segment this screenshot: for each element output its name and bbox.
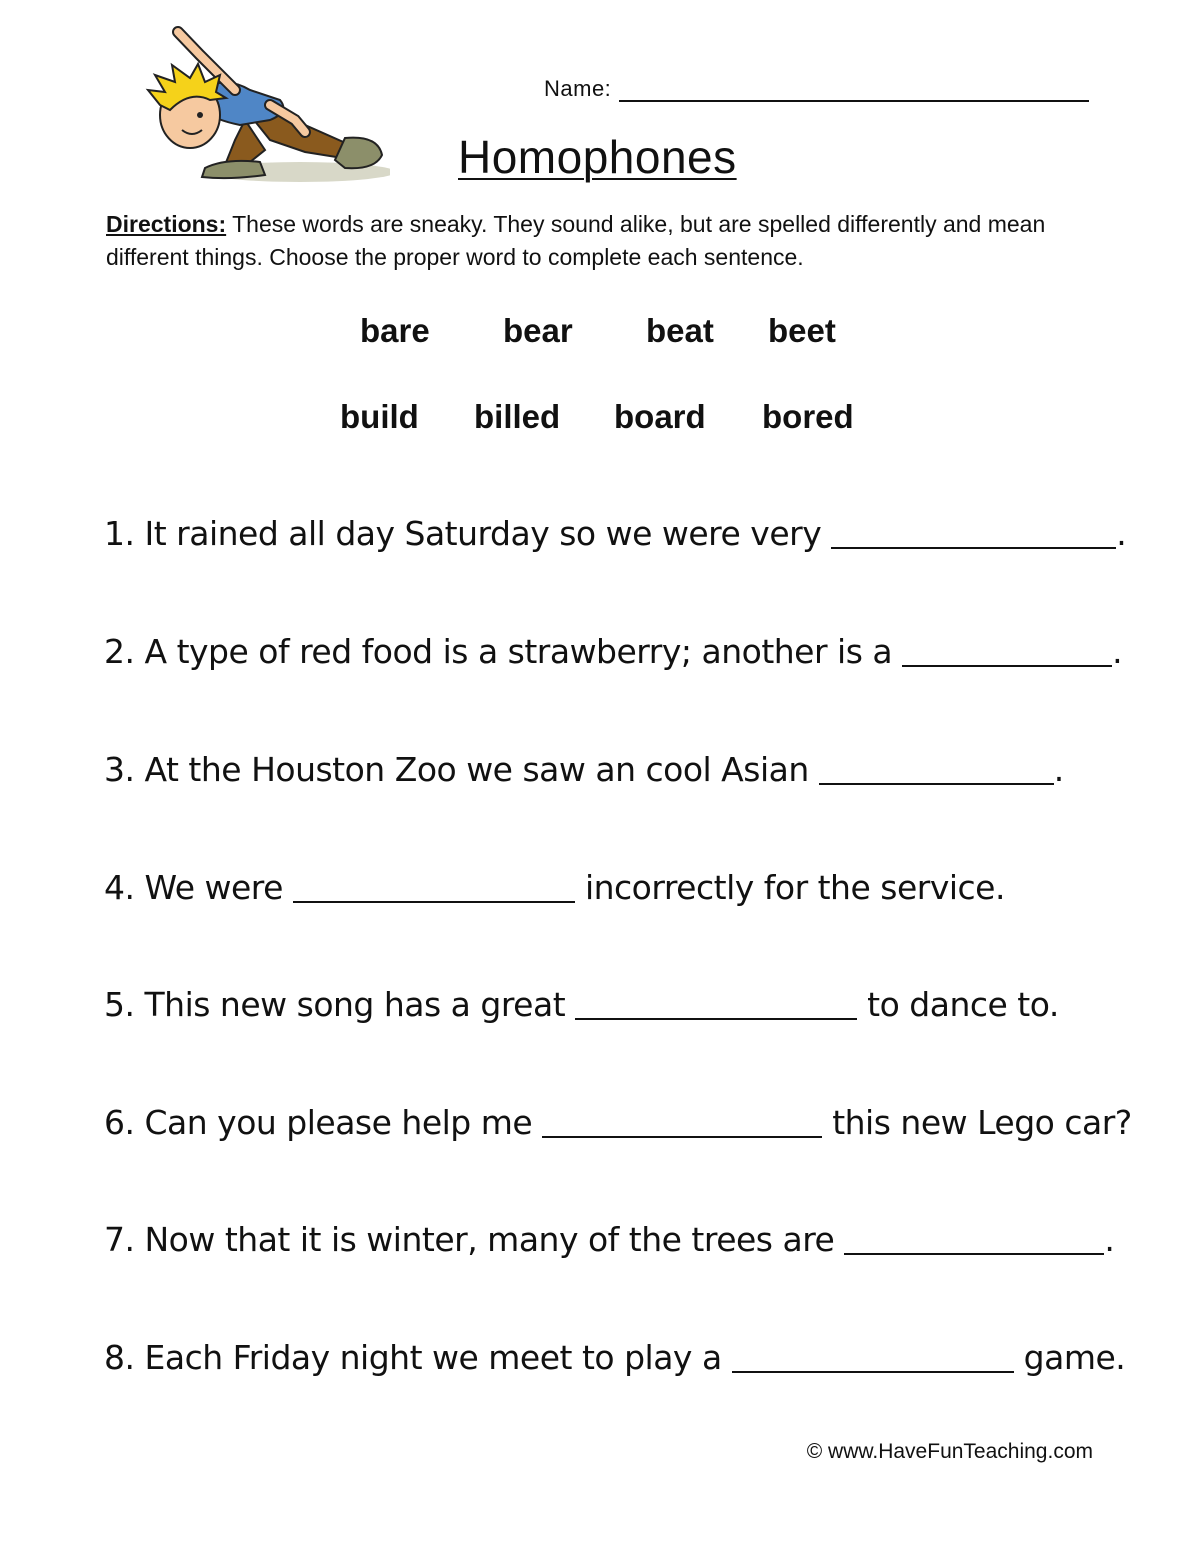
- word-bank-word: beat: [646, 312, 714, 349]
- answer-blank[interactable]: [575, 992, 857, 1020]
- name-input-line[interactable]: [619, 76, 1089, 102]
- sentence-number: 3.: [104, 750, 135, 789]
- sentence-text-before: Can you please help me: [144, 1103, 533, 1142]
- word-bank-word: build: [340, 398, 419, 435]
- sentence-number: 2.: [104, 632, 135, 671]
- sentence-number: 7.: [104, 1220, 135, 1259]
- name-label: Name:: [544, 76, 612, 101]
- copyright-footer: © www.HaveFunTeaching.com: [806, 1440, 1093, 1463]
- sentence-6: [104, 1103, 1132, 1142]
- word-bank-word: billed: [474, 398, 561, 435]
- answer-blank[interactable]: [831, 521, 1116, 549]
- sentence-text-after: .: [1112, 632, 1123, 671]
- directions-label: Directions:: [106, 211, 227, 237]
- sentence-4: [104, 868, 1005, 907]
- word-bank-word: bare: [360, 312, 430, 349]
- sentence-text-after: this new Lego car?: [832, 1103, 1132, 1142]
- sentence-number: 4.: [104, 868, 135, 907]
- word-bank-word: bear: [503, 312, 573, 349]
- sentence-5: [104, 985, 1059, 1024]
- word-bank-word: beet: [768, 312, 836, 349]
- sentence-3: [104, 750, 1064, 789]
- page-title: Homophones: [458, 131, 737, 183]
- answer-blank[interactable]: [293, 875, 575, 903]
- answer-blank[interactable]: [902, 639, 1112, 667]
- sentence-number: 1.: [104, 514, 135, 553]
- sentence-text-after: .: [1116, 514, 1127, 553]
- sentence-text-before: A type of red food is a strawberry; another is a: [144, 632, 893, 671]
- sentence-text-after: incorrectly for the service.: [584, 868, 1005, 907]
- answer-blank[interactable]: [844, 1227, 1104, 1255]
- sentence-text-before: Each Friday night we meet to play a: [144, 1338, 722, 1377]
- sentence-number: 8.: [104, 1338, 135, 1377]
- answer-blank[interactable]: [542, 1110, 822, 1138]
- sentence-number: 5.: [104, 985, 135, 1024]
- sentence-text-before: It rained all day Saturday so we were very: [144, 514, 822, 553]
- word-bank-word: bored: [762, 398, 854, 435]
- name-field[interactable]: [544, 70, 1104, 102]
- sentence-text-after: to dance to.: [867, 985, 1059, 1024]
- directions-text: These words are sneaky. They sound alike, but are spelled differently and mean different things. Choose the proper word to complete each sentence.: [106, 211, 1046, 270]
- word-bank-row-1: [0, 312, 1200, 352]
- sentence-8: [104, 1338, 1125, 1377]
- sentence-text-before: Now that it is winter, many of the trees are: [144, 1220, 835, 1259]
- answer-blank[interactable]: [732, 1345, 1014, 1373]
- sentence-text-before: At the Houston Zoo we saw an cool Asian: [144, 750, 809, 789]
- sentence-text-after: .: [1053, 750, 1064, 789]
- sentence-2: [104, 632, 1122, 671]
- sentence-text-before: This new song has a great: [144, 985, 566, 1024]
- word-bank-word: board: [614, 398, 706, 435]
- answer-blank[interactable]: [819, 757, 1054, 785]
- sentence-text-before: We were: [144, 868, 283, 907]
- sentence-number: 6.: [104, 1103, 135, 1142]
- sentence-text-after: game.: [1023, 1338, 1126, 1377]
- word-bank-row-2: [0, 398, 1200, 438]
- sentence-7: [104, 1220, 1114, 1259]
- sentence-text-after: .: [1104, 1220, 1115, 1259]
- boy-pointing-clipart-icon: [130, 20, 390, 190]
- directions: [106, 208, 1096, 274]
- sentence-1: [104, 514, 1126, 553]
